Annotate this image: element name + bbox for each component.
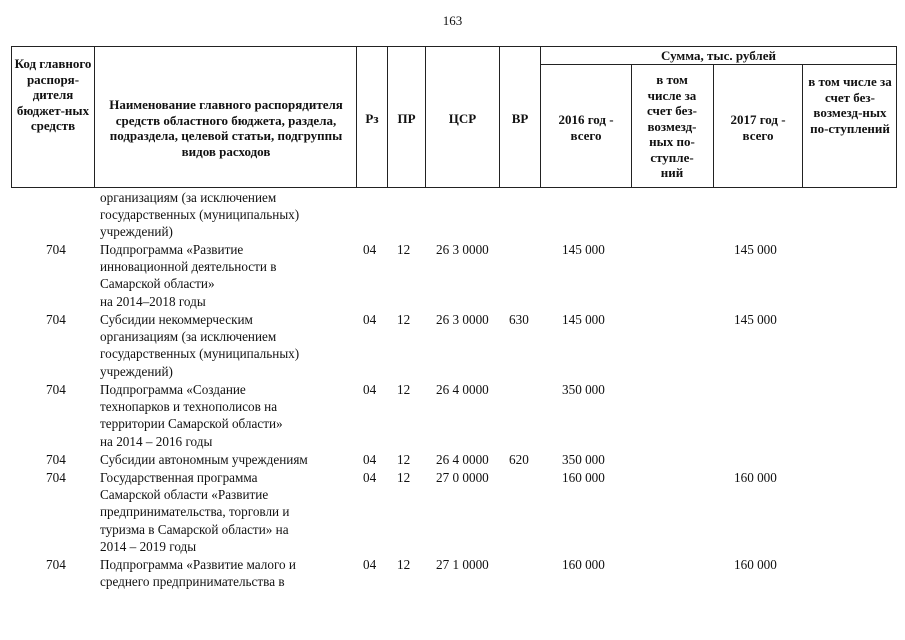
row-name: Подпрограмма «Развитие инновационной деятельности в Самарской области» на 2014–2018 годы: [100, 242, 277, 309]
row-rz: 04: [363, 242, 377, 257]
col-line: [11, 46, 12, 188]
col-line: [713, 64, 714, 188]
col-line: [425, 46, 426, 188]
row-name: Субсидии некоммерческим организациям (за исключением государственных (муниципальных) учреждений): [100, 312, 300, 379]
row-pr: 12: [397, 242, 411, 257]
row-sum-2016: 160 000: [562, 470, 605, 485]
row-csr: 26 4 0000: [436, 382, 489, 397]
row-rz: 04: [363, 470, 377, 485]
row-name: Государственная программа Самарской области «Развитие предпринимательства, торговли и туризма в Самарской области» на 2014 – 2019 годы: [100, 470, 290, 554]
row-code: 704: [46, 470, 66, 485]
row-sum-2016: 160 000: [562, 557, 605, 572]
col-line: [387, 46, 388, 188]
row-rz: 04: [363, 452, 377, 467]
row-name: Субсидии автономным учреждениям: [100, 452, 308, 467]
col-line: [802, 64, 803, 188]
row-code: 704: [46, 452, 66, 467]
continuation-name: организациям (за исключением государственных (муниципальных) учреждений): [100, 190, 300, 240]
row-pr: 12: [397, 382, 411, 397]
row-pr: 12: [397, 557, 411, 572]
header-code: Код главного распоря-дителя бюджет-ных средств: [14, 56, 92, 133]
header-name: Наименование главного распорядителя средств областного бюджета, раздела, подраздела, целевой статьи, подгруппы видов расходов: [109, 97, 343, 159]
row-csr: 26 3 0000: [436, 312, 489, 327]
row-code: 704: [46, 382, 66, 397]
row-sum-2016: 145 000: [562, 312, 605, 327]
row-sum-2016: 350 000: [562, 382, 605, 397]
row-code: 704: [46, 242, 66, 257]
row-pr: 12: [397, 470, 411, 485]
row-sum-2016: 145 000: [562, 242, 605, 257]
row-sum-2016: 350 000: [562, 452, 605, 467]
row-sum-2017: 145 000: [734, 312, 777, 327]
col-line: [499, 46, 500, 188]
header-2016-bez: в том числе за счет без-возмезд-ных по-ступле-ний: [647, 72, 697, 180]
row-csr: 26 4 0000: [436, 452, 489, 467]
sum-divider-line: [540, 64, 896, 65]
header-2017-bez: в том числе за счет без-возмезд-ных по-ступлений: [808, 74, 892, 136]
header-sum: Сумма, тыс. рублей: [661, 48, 776, 63]
row-csr: 27 0 0000: [436, 470, 489, 485]
col-line: [631, 64, 632, 188]
header-pr: ПР: [397, 111, 416, 126]
row-name: Подпрограмма «Создание технопарков и технополисов на территории Самарской области» на 2014 – 2016 годы: [100, 382, 283, 449]
col-line: [540, 46, 541, 188]
header-2017: 2017 год - всего: [730, 112, 786, 143]
row-csr: 27 1 0000: [436, 557, 489, 572]
col-line: [94, 46, 95, 188]
header-bottom-line: [11, 187, 896, 188]
row-rz: 04: [363, 557, 377, 572]
header-csr: ЦСР: [448, 111, 477, 126]
row-sum-2017: 160 000: [734, 557, 777, 572]
row-pr: 12: [397, 312, 411, 327]
row-rz: 04: [363, 382, 377, 397]
page-number: 163: [442, 13, 463, 28]
header-2016: 2016 год - всего: [558, 112, 614, 143]
row-sum-2017: 160 000: [734, 470, 777, 485]
row-csr: 26 3 0000: [436, 242, 489, 257]
row-pr: 12: [397, 452, 411, 467]
row-code: 704: [46, 557, 66, 572]
row-code: 704: [46, 312, 66, 327]
row-vr: 630: [509, 312, 529, 327]
header-rz: Рз: [365, 111, 379, 126]
col-line: [896, 46, 897, 188]
row-vr: 620: [509, 452, 529, 467]
header-top-line: [11, 46, 896, 47]
header-vr: ВР: [511, 111, 529, 126]
row-name: Подпрограмма «Развитие малого и среднего предпринимательства в: [100, 557, 296, 590]
row-sum-2017: 145 000: [734, 242, 777, 257]
row-rz: 04: [363, 312, 377, 327]
col-line: [356, 46, 357, 188]
